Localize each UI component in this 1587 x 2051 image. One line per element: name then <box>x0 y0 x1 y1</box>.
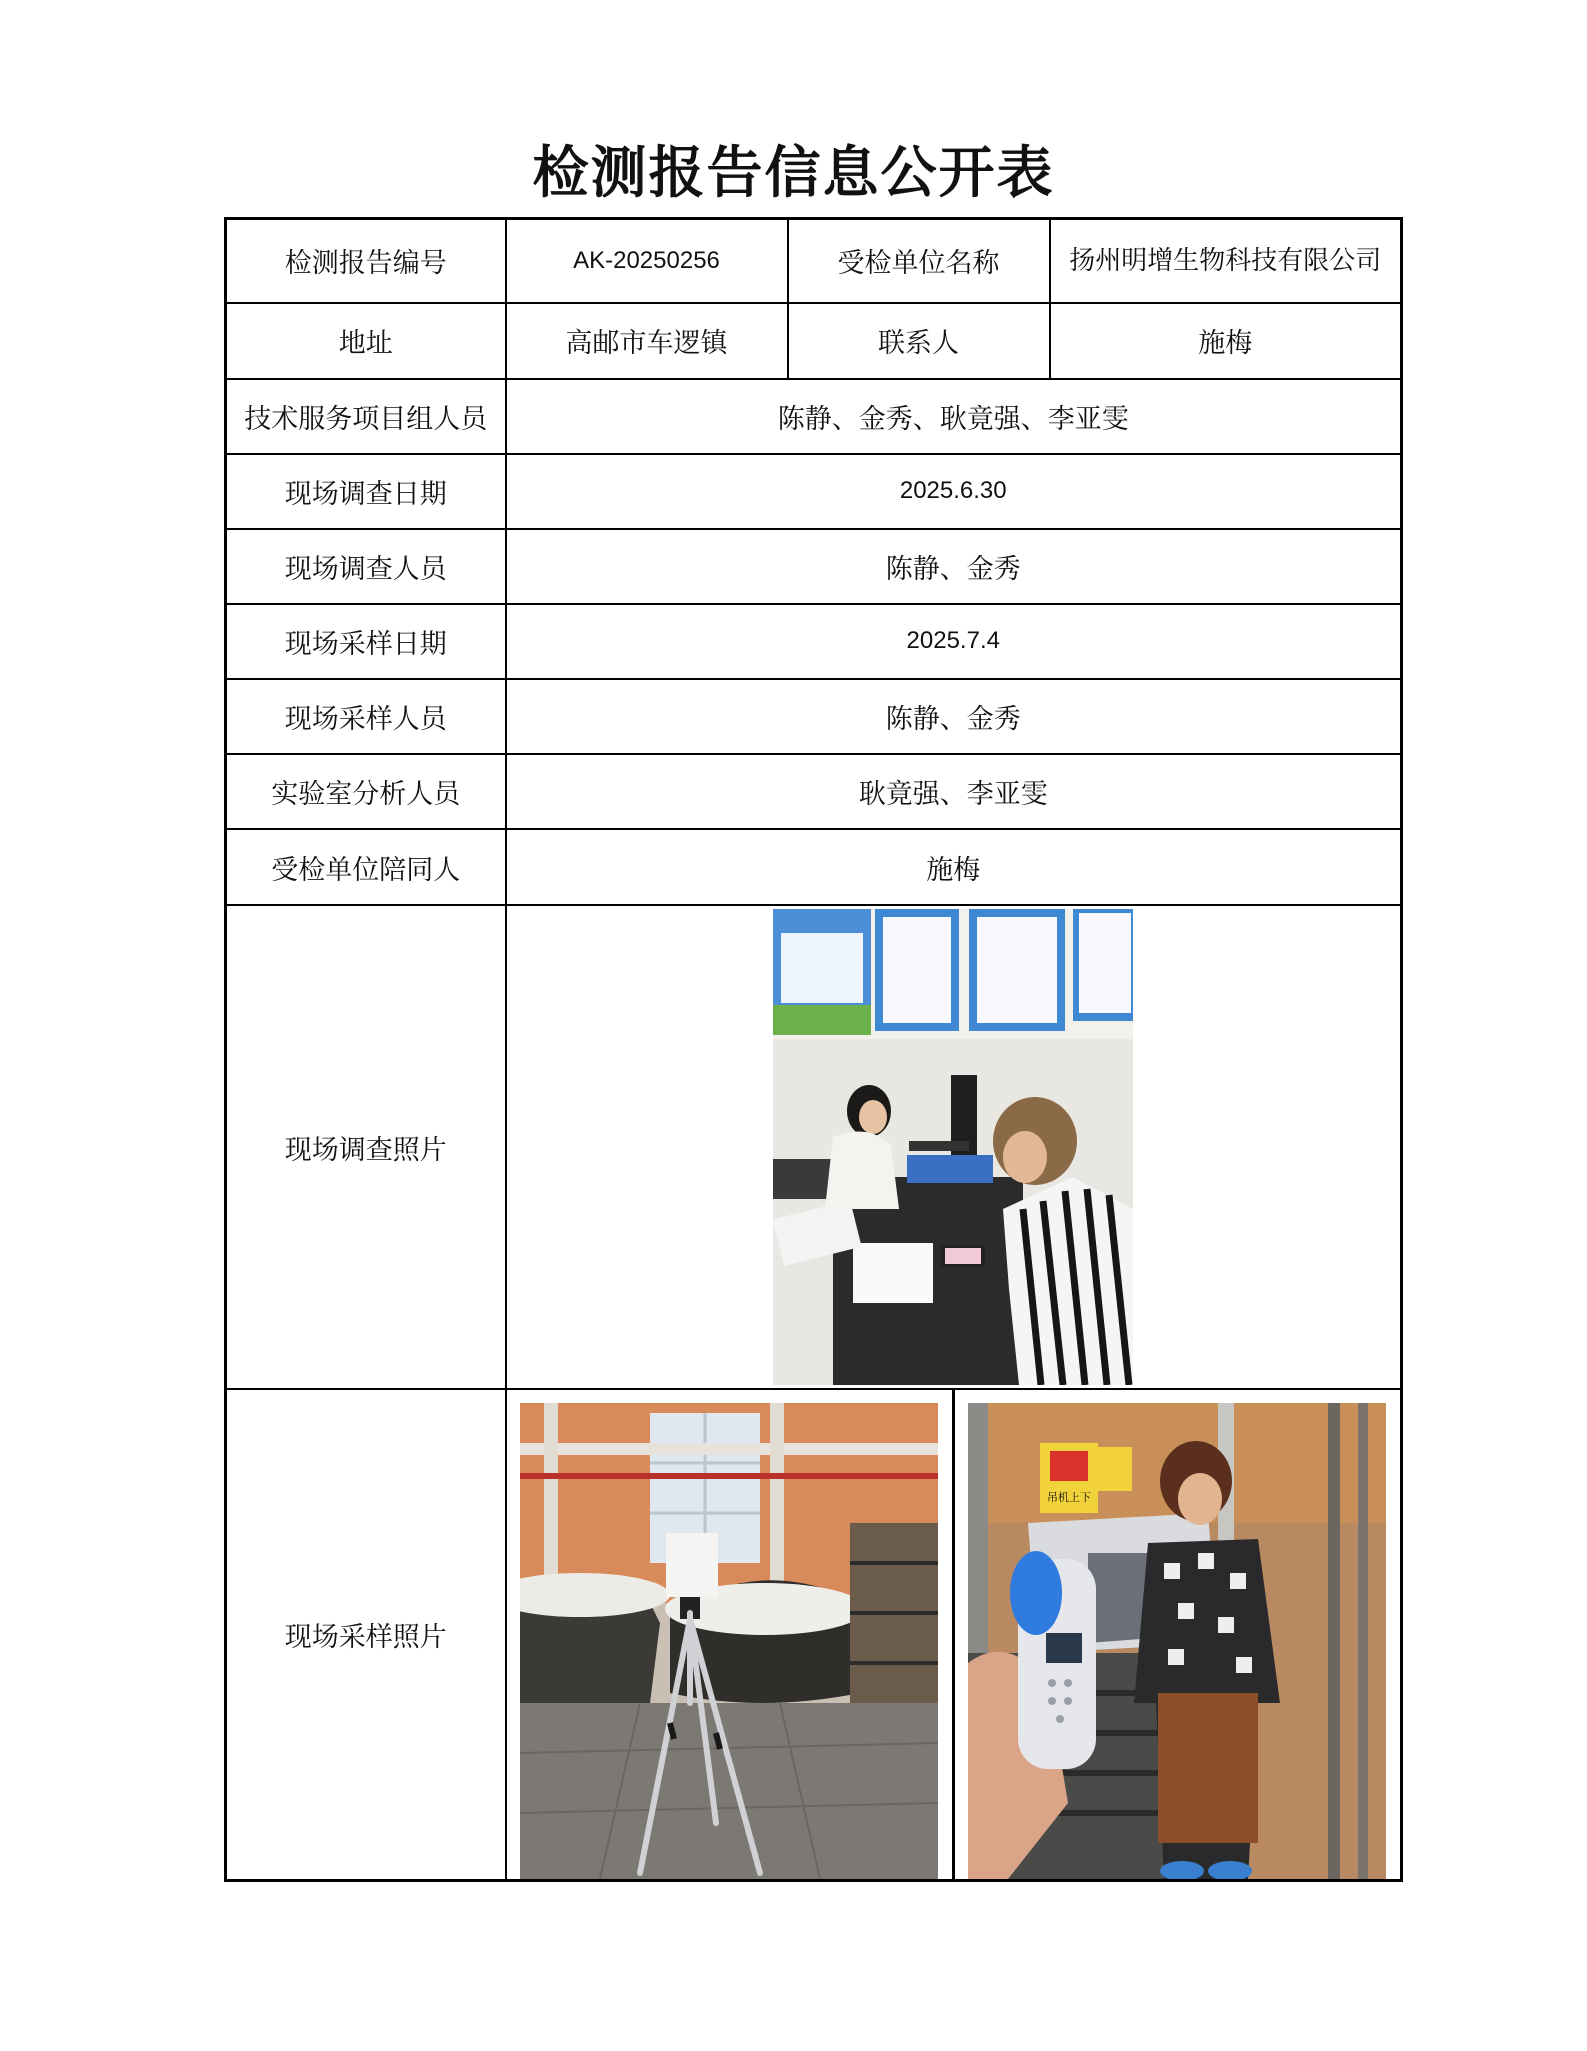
survey-date-value: 2025.6.30 <box>506 454 1402 529</box>
survey-staff-label: 现场调查人员 <box>226 529 506 604</box>
contact-value: 施梅 <box>1050 303 1402 379</box>
table-row <box>226 1389 1402 1880</box>
table-row <box>226 529 1402 604</box>
table-row <box>226 679 1402 754</box>
contact-label: 联系人 <box>788 303 1050 379</box>
table-row <box>226 219 1402 303</box>
table-row <box>226 604 1402 679</box>
table-row <box>226 454 1402 529</box>
address-value: 高邮市车逻镇 <box>506 303 788 379</box>
page-title: 检测报告信息公开表 <box>532 140 1055 206</box>
warning-sign <box>1040 1443 1098 1513</box>
lab-staff-label: 实验室分析人员 <box>226 754 506 829</box>
unit-name-label: 受检单位名称 <box>788 219 1050 303</box>
unit-name-value: 扬州明增生物科技有限公司 <box>1050 219 1402 303</box>
survey-date-label: 现场调查日期 <box>226 454 506 529</box>
sampling-photo-label: 现场采样照片 <box>226 1389 506 1880</box>
survey-staff-value: 陈静、金秀 <box>506 529 1402 604</box>
survey-photo-cell <box>506 905 1402 1389</box>
team-value: 陈静、金秀、耿竟强、李亚雯 <box>506 379 1402 454</box>
address-label: 地址 <box>226 303 506 379</box>
escort-value: 施梅 <box>506 829 1402 905</box>
survey-photo <box>773 909 1133 1385</box>
sampling-photo-tripod <box>520 1403 938 1879</box>
sampling-photo-meter <box>968 1403 1386 1879</box>
team-label: 技术服务项目组人员 <box>226 379 506 454</box>
table-row <box>226 754 1402 829</box>
table-row <box>226 303 1402 379</box>
sampling-staff-label: 现场采样人员 <box>226 679 506 754</box>
sampling-staff-value: 陈静、金秀 <box>506 679 1402 754</box>
survey-photo-label: 现场调查照片 <box>226 905 506 1389</box>
sampling-photo-cell <box>506 1389 1402 1880</box>
table-row <box>226 379 1402 454</box>
lab-staff-value: 耿竟强、李亚雯 <box>506 754 1402 829</box>
escort-label: 受检单位陪同人 <box>226 829 506 905</box>
table-row <box>226 905 1402 1389</box>
report-no-label: 检测报告编号 <box>226 219 506 303</box>
report-info-table <box>224 217 1403 1882</box>
table-row <box>226 829 1402 905</box>
svg-text:吊机上下: 吊机上下 <box>1047 1491 1092 1504</box>
sampling-date-value: 2025.7.4 <box>506 604 1402 679</box>
sampling-date-label: 现场采样日期 <box>226 604 506 679</box>
report-no-value: AK-20250256 <box>506 219 788 303</box>
